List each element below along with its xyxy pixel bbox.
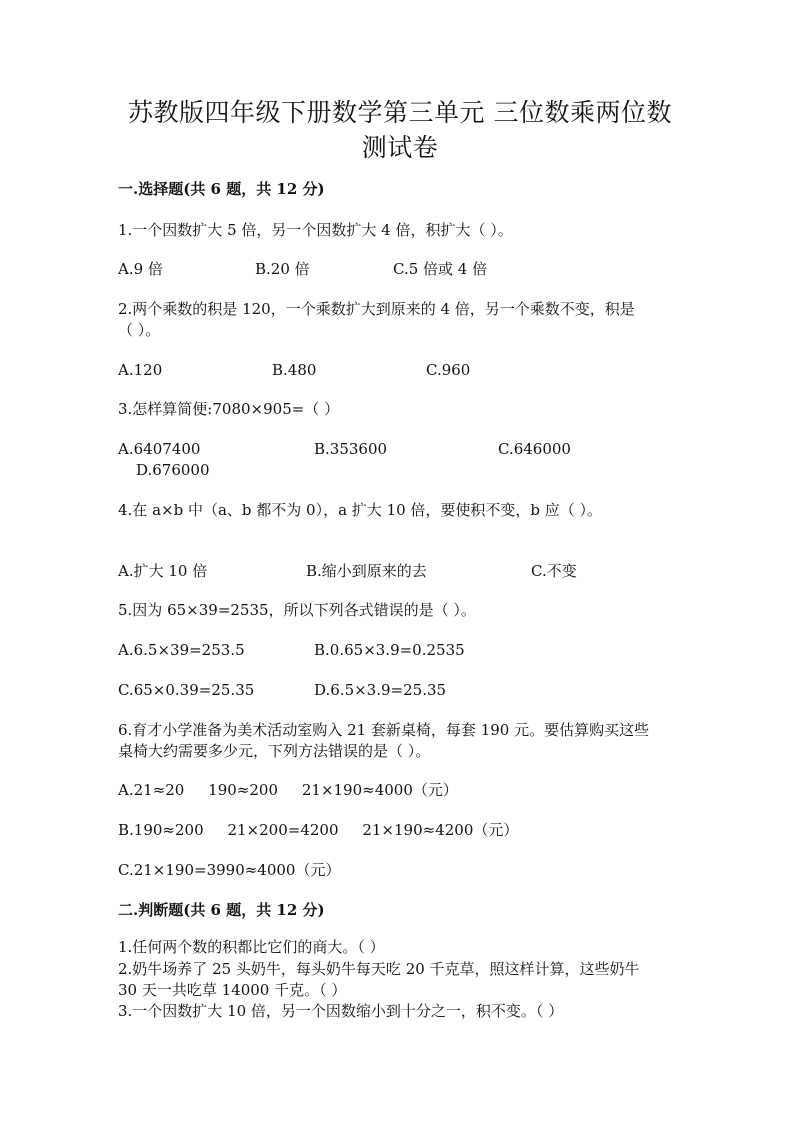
question-6-stem-line-2: 桌椅大约需要多少元，下列方法错误的是（ ）。 [118, 742, 431, 760]
question-2-option-a: A.120 [118, 361, 163, 379]
section-2-heading: 二.判断题(共 6 题，共 12 分) [118, 901, 325, 919]
question-2-stem-line-2: （ ）。 [118, 321, 161, 339]
judgement-2-line-2: 30 天一共吃草 14000 千克。（ ） [118, 981, 347, 999]
question-2-stem-line-1: 2.两个乘数的积是 120，一个乘数扩大到原来的 4 倍，另一个乘数不变，积是 [118, 300, 635, 318]
question-6-option-a: A.21≈20 190≈200 21×190≈4000（元） [118, 781, 458, 799]
document-title-line-2: 测试卷 [361, 133, 439, 162]
question-3-stem: 3.怎样算简便:7080×905=（ ） [118, 400, 340, 418]
question-6-option-b: B.190≈200 21×200=4200 21×190≈4200（元） [118, 821, 519, 839]
judgement-3: 3.一个因数扩大 10 倍，另一个因数缩小到十分之一，积不变。（ ） [118, 1002, 564, 1020]
judgement-1: 1.任何两个数的积都比它们的商大。（ ） [118, 938, 385, 956]
question-2-option-c: C.960 [426, 361, 471, 379]
question-3-option-d: D.676000 [136, 461, 210, 479]
document-title-line-1: 苏教版四年级下册数学第三单元 三位数乘两位数 [128, 98, 672, 127]
question-4-option-b: B.缩小到原来的去 [306, 562, 427, 580]
question-3-option-c: C.646000 [498, 440, 571, 458]
question-6-option-c: C.21×190=3990≈4000（元） [118, 861, 341, 879]
question-1-option-b: B.20 倍 [255, 260, 310, 278]
question-4-stem: 4.在 a×b 中（a、b 都不为 0），a 扩大 10 倍，要使积不变，b 应（ ）。 [118, 501, 603, 519]
question-5-option-b: B.0.65×3.9=0.2535 [314, 641, 465, 659]
question-3-option-a: A.6407400 [118, 440, 201, 458]
question-5-option-a: A.6.5×39=253.5 [118, 641, 245, 659]
question-1-option-a: A.9 倍 [118, 260, 163, 278]
question-5-stem: 5.因为 65×39=2535，所以下列各式错误的是（ ）。 [118, 601, 476, 619]
question-4-option-a: A.扩大 10 倍 [118, 562, 208, 580]
question-5-option-d: D.6.5×3.9=25.35 [314, 681, 447, 699]
question-6-stem-line-1: 6.育才小学准备为美术活动室购入 21 套新桌椅，每套 190 元。要估算购买这些 [118, 721, 650, 739]
section-1-heading: 一.选择题(共 6 题，共 12 分) [118, 180, 325, 198]
question-3-option-b: B.353600 [314, 440, 388, 458]
question-4-option-c: C.不变 [531, 562, 577, 580]
question-2-option-b: B.480 [272, 361, 317, 379]
question-1-stem: 1.一个因数扩大 5 倍，另一个因数扩大 4 倍，积扩大（ ）。 [118, 221, 513, 239]
question-5-option-c: C.65×0.39=25.35 [118, 681, 255, 699]
judgement-2-line-1: 2.奶牛场养了 25 头奶牛，每头奶牛每天吃 20 千克草，照这样计算，这些奶牛 [118, 960, 640, 978]
question-1-option-c: C.5 倍或 4 倍 [393, 260, 488, 278]
